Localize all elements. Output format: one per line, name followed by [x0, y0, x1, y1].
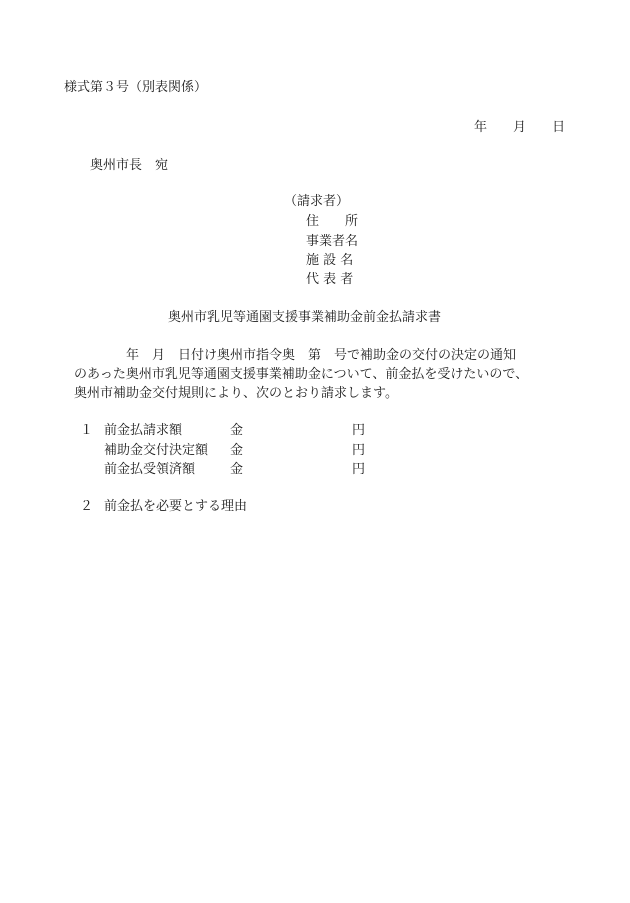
item-yen: 円: [352, 462, 366, 477]
item-kin: 金: [230, 462, 244, 477]
document-title: 奥州市乳児等通園支援事業補助金前金払請求書: [168, 310, 442, 325]
body-line-2: のあった奥州市乳児等通園支援事業補助金について、前金払を受けたいので、: [74, 367, 529, 382]
body-line-1: 年 月 日付け奥州市指令奥 第 号で補助金の交付の決定の通知: [74, 348, 517, 363]
body-line-3: 奥州市補助金交付規則により、次のとおり請求します。: [74, 386, 398, 401]
item-yen: 円: [352, 423, 366, 438]
item-label: 補助金交付決定額: [104, 443, 209, 458]
item-kin: 金: [230, 423, 244, 438]
item-number: １: [80, 423, 94, 438]
item-label: 前金払請求額: [104, 423, 183, 438]
date-day: 日: [552, 120, 566, 135]
form-label: 様式第３号（別表関係）: [64, 80, 208, 95]
addressee: [90, 158, 168, 174]
requester-business-name: 事業者名: [306, 234, 359, 249]
requester-facility-name: 施 設 名: [306, 253, 354, 268]
reason-number: ２: [80, 499, 94, 514]
requester-heading: （請求者）: [284, 194, 350, 209]
addressee-name: 奥州市長: [90, 158, 143, 173]
requester-address: 住 所: [306, 214, 359, 229]
addressee-honorific: 宛: [155, 158, 169, 173]
item-label: 前金払受領済額: [104, 462, 196, 477]
item-kin: 金: [230, 443, 244, 458]
date-year: 年: [474, 120, 488, 135]
requester-representative: 代 表 者: [306, 272, 354, 287]
reason-label: 前金払を必要とする理由: [104, 499, 248, 514]
item-yen: 円: [352, 443, 366, 458]
date-month: 月: [513, 120, 527, 135]
date-line: [474, 120, 565, 136]
